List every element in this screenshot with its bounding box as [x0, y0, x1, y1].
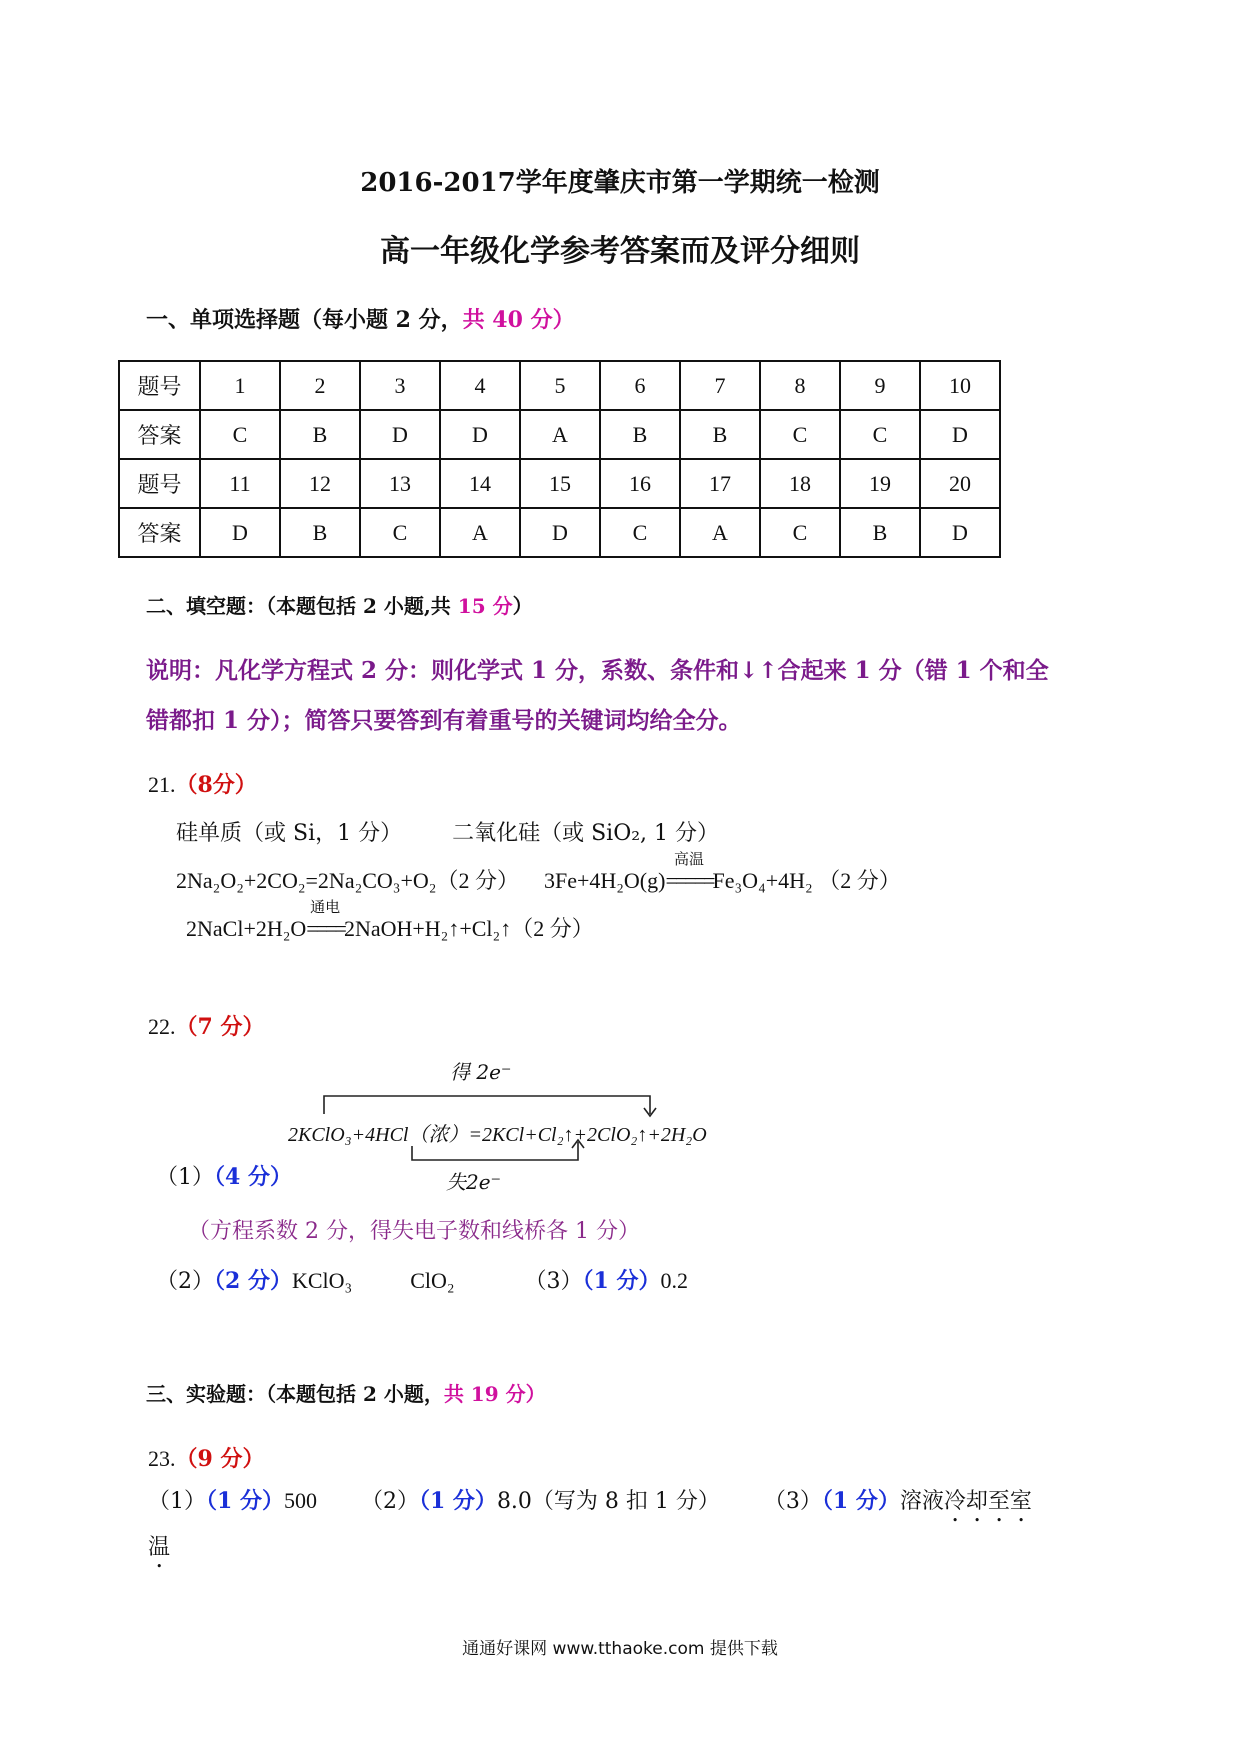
question-number: 2 — [280, 361, 360, 410]
answer-cell: A — [440, 508, 520, 557]
question-number: 20 — [920, 459, 1000, 508]
q22-part2-3 — [156, 1264, 688, 1295]
q22-p2-answer-b: ClO₂ — [410, 1268, 455, 1293]
question-number: 8 — [760, 361, 840, 410]
table-row — [119, 508, 1000, 557]
answer-cell: D — [920, 410, 1000, 459]
q21-number: 21. — [148, 772, 176, 797]
q22-p3-answer: 0.2 — [660, 1268, 689, 1293]
question-number: 5 — [520, 361, 600, 410]
q23-p3-answer-a: 溶液 — [899, 1489, 944, 1514]
footer-text: 通通好课网 www.tthaoke.com 提供下载 — [462, 1639, 778, 1659]
question-number: 17 — [680, 459, 760, 508]
redox-equation: 2KClO₃+4HCl（浓）=2KCl+Cl₂↑+2ClO₂↑+2H₂O — [288, 1124, 707, 1146]
question-number: 12 — [280, 459, 360, 508]
row-label: 答案 — [119, 508, 200, 557]
section2-heading — [146, 590, 533, 619]
table-row — [119, 410, 1000, 459]
q22-header — [148, 1010, 264, 1041]
question-number: 11 — [200, 459, 280, 508]
question-number: 1 — [200, 361, 280, 410]
q21-line3 — [186, 898, 594, 943]
q21-answer-b: 二氧化硅（或 SiO₂, 1 分） — [452, 821, 720, 846]
answer-cell: D — [200, 508, 280, 557]
q21-eq3-condition: 通电 — [310, 898, 341, 916]
q23-score: （9 分） — [175, 1446, 265, 1472]
question-number: 15 — [520, 459, 600, 508]
section3-heading-text: 三、实验题：（本题包括 2 小题， — [146, 1382, 444, 1406]
q22-number: 22. — [148, 1014, 176, 1039]
question-number: 19 — [840, 459, 920, 508]
answer-cell: B — [600, 410, 680, 459]
gain-electrons-label: 得 2e⁻ — [450, 1060, 512, 1084]
answer-cell: C — [360, 508, 440, 557]
answer-cell: B — [280, 508, 360, 557]
answer-cell: B — [680, 410, 760, 459]
q23-p2-label: （2） — [360, 1489, 419, 1514]
answer-cell: A — [680, 508, 760, 557]
q23-p2-score: （1 分） — [418, 1488, 497, 1514]
question-number: 3 — [360, 361, 440, 410]
q22-p3-label: （3） — [524, 1269, 583, 1294]
q23-header — [148, 1442, 264, 1473]
q22-score: （7 分） — [175, 1014, 265, 1040]
q21-eq1: 2Na₂O₂+2CO₂=2Na₂CO₃+O₂（2 分） — [176, 868, 519, 893]
q21-eq2-right: Fe₃O₄+4H₂ （2 分） — [712, 868, 901, 893]
answer-cell: A — [520, 410, 600, 459]
q21-header — [148, 768, 257, 799]
section1-heading — [146, 303, 575, 334]
row-label: 答案 — [119, 410, 200, 459]
answer-cell: C — [760, 508, 840, 557]
q22-p1-note: （方程系数 2 分，得失电子数和线桥各 1 分） — [188, 1219, 640, 1244]
section2-heading-text: 二、填空题：（本题包括 2 小题,共 — [146, 594, 458, 618]
q21-eq3-right: 2NaOH+H₂↑+Cl₂↑（2 分） — [343, 916, 594, 941]
section3-heading-total: 共 19 分） — [443, 1382, 546, 1406]
q23-p3-label: （3） — [763, 1489, 822, 1514]
electron-transfer-diagram — [280, 1050, 780, 1200]
question-number: 7 — [680, 361, 760, 410]
lose-electrons-label: 失2e⁻ — [446, 1170, 502, 1194]
q21-answer-a: 硅单质（或 Si，1 分） — [176, 821, 403, 846]
q23-p3-score: （1 分） — [821, 1488, 900, 1514]
table-row — [119, 361, 1000, 410]
section1-heading-text: 一、单项选择题（每小题 2 分， — [146, 307, 463, 333]
q22-p1-score: （4 分） — [214, 1164, 292, 1190]
q21-score: （8分） — [175, 772, 257, 798]
q23-p3-answer-keyword: 冷却至室 — [943, 1489, 1032, 1514]
q21-line2 — [176, 850, 901, 895]
scoring-note-line1: 说明：凡化学方程式 2 分：则化学式 1 分，系数、条件和↓↑合起来 1 分（错 1 个和全 — [146, 657, 1049, 684]
q23-p2-answer: 8.0（写为 8 扣 1 分） — [496, 1489, 720, 1514]
answer-cell: C — [760, 410, 840, 459]
answer-cell: D — [920, 508, 1000, 557]
question-number: 18 — [760, 459, 840, 508]
answer-cell: D — [520, 508, 600, 557]
question-number: 4 — [440, 361, 520, 410]
question-number: 10 — [920, 361, 1000, 410]
answer-cell: C — [200, 410, 280, 459]
question-number: 16 — [600, 459, 680, 508]
q23-answers — [148, 1484, 1032, 1527]
q23-continuation — [148, 1530, 170, 1573]
section3-heading — [146, 1378, 546, 1407]
document-title: 2016-2017学年度肇庆市第一学期统一检测 — [360, 168, 880, 198]
q21-eq3-left: 2NaCl+2H₂O — [186, 916, 307, 941]
q22-p2-score: （2 分） — [214, 1268, 292, 1294]
q21-eq2-condition: 高温 — [673, 850, 704, 868]
answer-table — [118, 360, 1001, 558]
question-number: 6 — [600, 361, 680, 410]
document-subtitle: 高一年级化学参考答案而及评分细则 — [380, 234, 860, 269]
q22-p1-label: （1） — [156, 1165, 214, 1190]
row-label: 题号 — [119, 361, 200, 410]
q21-eq2-arrow: 高温 ===== — [665, 850, 713, 893]
answer-cell: C — [600, 508, 680, 557]
q23-p1-answer: 500 — [283, 1488, 317, 1513]
q22-part1 — [156, 1160, 292, 1191]
answer-cell: D — [360, 410, 440, 459]
answer-cell: C — [840, 410, 920, 459]
answer-cell: B — [840, 508, 920, 557]
q23-p1-label: （1） — [148, 1489, 206, 1514]
q22-p3-score: （1 分） — [582, 1268, 661, 1294]
question-number: 13 — [360, 459, 440, 508]
section2-heading-total: 15 分 — [457, 594, 513, 618]
q21-eq2-left: 3Fe+4H₂O(g) — [543, 868, 666, 893]
question-number: 14 — [440, 459, 520, 508]
row-label: 题号 — [119, 459, 200, 508]
q23-p3-answer-cont: 温 — [148, 1535, 171, 1560]
question-number: 9 — [840, 361, 920, 410]
q21-line1 — [176, 816, 719, 847]
table-row — [119, 459, 1000, 508]
answer-cell: B — [280, 410, 360, 459]
q22-p2-answer-a: KClO₃ — [291, 1268, 353, 1293]
q21-eq3-arrow: 通电 ==== — [306, 898, 344, 941]
q23-number: 23. — [148, 1446, 176, 1471]
answer-cell: D — [440, 410, 520, 459]
section1-heading-total: 共 40 分） — [462, 307, 575, 333]
section2-heading-suffix: ） — [512, 594, 533, 618]
q23-p1-score: （1 分） — [206, 1488, 284, 1514]
q22-p2-label: （2） — [156, 1269, 214, 1294]
scoring-note-line2: 错都扣 1 分）；简答只要答到有着重号的关键词均给全分。 — [146, 707, 742, 734]
